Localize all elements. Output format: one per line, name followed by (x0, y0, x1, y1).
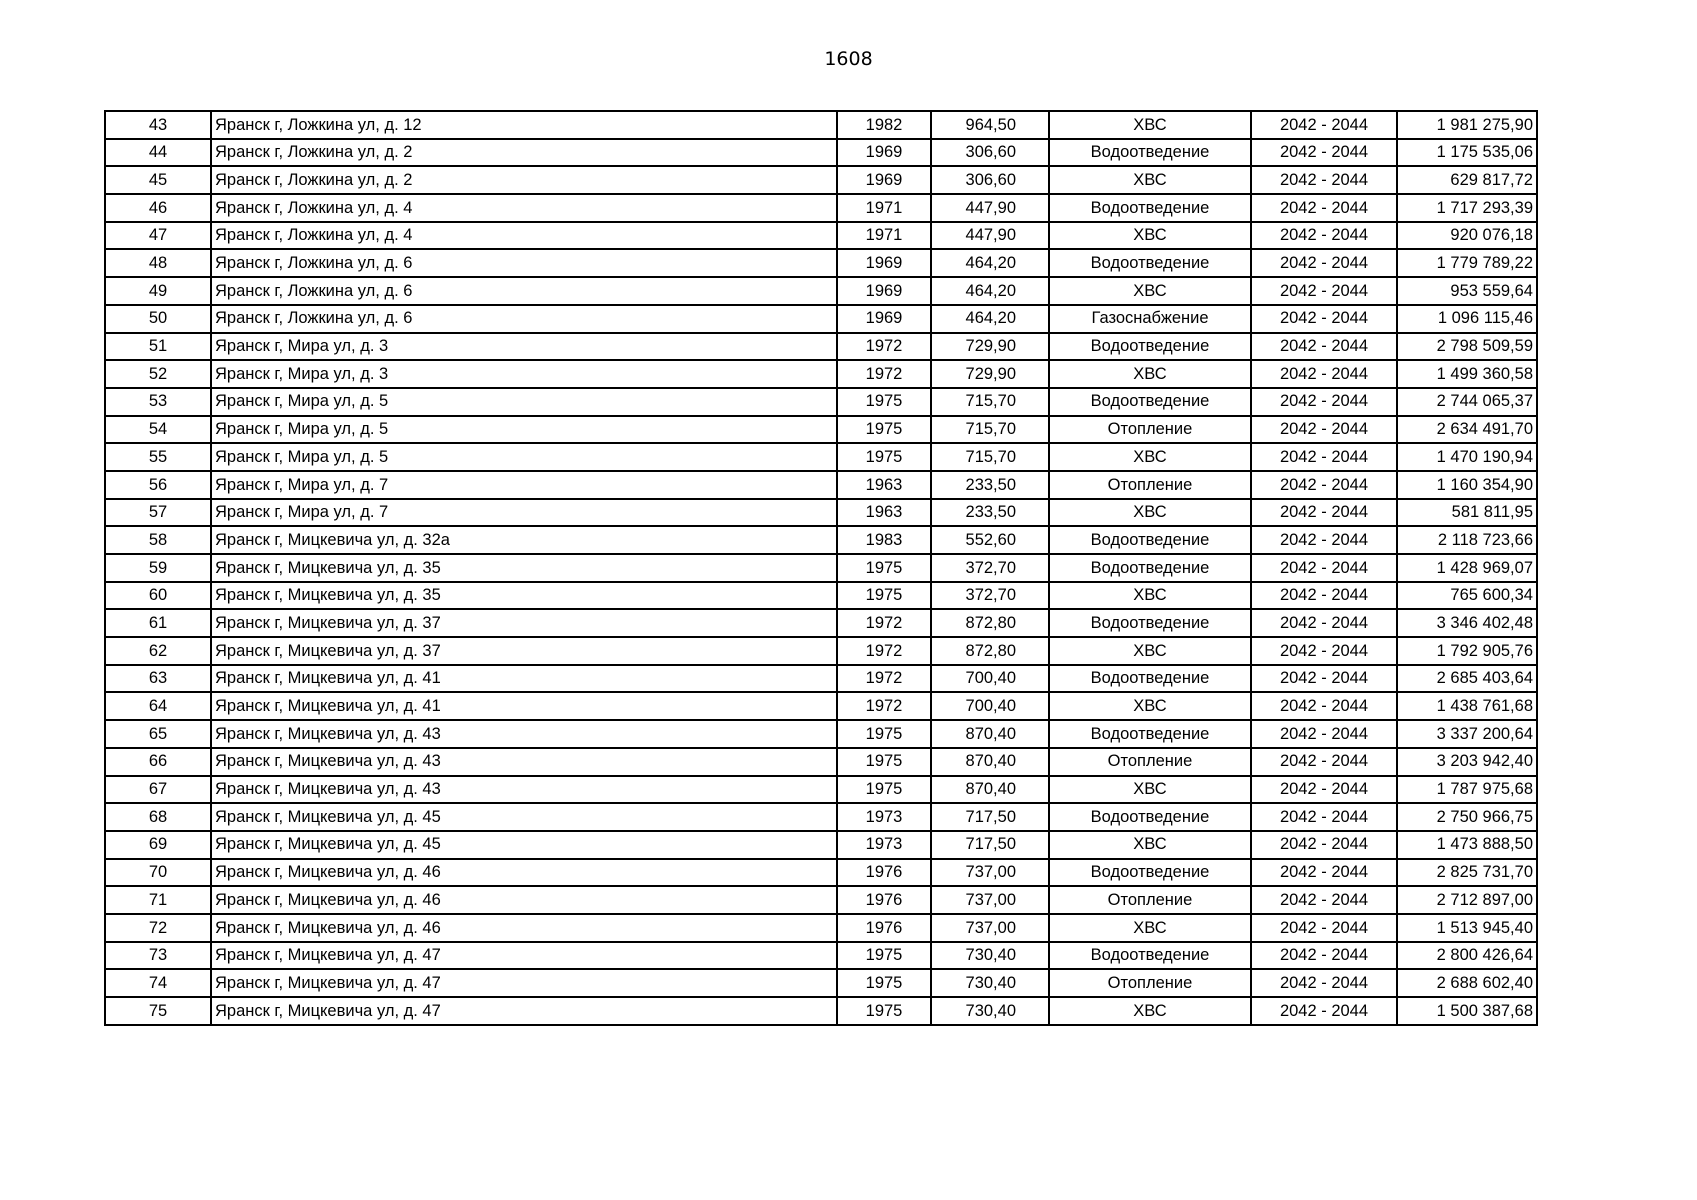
area-cell: 700,40 (931, 692, 1049, 720)
area-cell: 552,60 (931, 526, 1049, 554)
cost-cell: 953 559,64 (1397, 277, 1537, 305)
address-cell: Яранск г, Мицкевича ул, д. 35 (211, 582, 837, 610)
address-cell: Яранск г, Мицкевича ул, д. 47 (211, 969, 837, 997)
period-cell: 2042 - 2044 (1251, 582, 1397, 610)
work-type-cell: Газоснабжение (1049, 305, 1251, 333)
address-cell: Яранск г, Мира ул, д. 3 (211, 333, 837, 361)
work-type-cell: Водоотведение (1049, 333, 1251, 361)
address-cell: Яранск г, Мицкевича ул, д. 47 (211, 942, 837, 970)
cost-cell: 2 118 723,66 (1397, 526, 1537, 554)
area-cell: 872,80 (931, 609, 1049, 637)
year-cell: 1975 (837, 997, 931, 1025)
row-number-cell: 52 (105, 360, 211, 388)
area-cell: 717,50 (931, 803, 1049, 831)
year-cell: 1971 (837, 222, 931, 250)
area-cell: 730,40 (931, 969, 1049, 997)
period-cell: 2042 - 2044 (1251, 333, 1397, 361)
period-cell: 2042 - 2044 (1251, 776, 1397, 804)
page-number: 1608 (824, 48, 873, 70)
cost-cell: 2 750 966,75 (1397, 803, 1537, 831)
table-row (105, 831, 1537, 859)
area-cell: 737,00 (931, 859, 1049, 887)
period-cell: 2042 - 2044 (1251, 139, 1397, 167)
period-cell: 2042 - 2044 (1251, 859, 1397, 887)
year-cell: 1972 (837, 665, 931, 693)
work-type-cell: ХВС (1049, 499, 1251, 527)
area-cell: 870,40 (931, 776, 1049, 804)
data-table (104, 110, 1538, 1026)
period-cell: 2042 - 2044 (1251, 609, 1397, 637)
area-cell: 306,60 (931, 139, 1049, 167)
table-row (105, 942, 1537, 970)
period-cell: 2042 - 2044 (1251, 526, 1397, 554)
cost-cell: 1 513 945,40 (1397, 914, 1537, 942)
area-cell: 737,00 (931, 886, 1049, 914)
year-cell: 1972 (837, 360, 931, 388)
period-cell: 2042 - 2044 (1251, 748, 1397, 776)
table-row (105, 499, 1537, 527)
period-cell: 2042 - 2044 (1251, 249, 1397, 277)
work-type-cell: Водоотведение (1049, 526, 1251, 554)
address-cell: Яранск г, Мицкевича ул, д. 45 (211, 831, 837, 859)
area-cell: 715,70 (931, 388, 1049, 416)
period-cell: 2042 - 2044 (1251, 720, 1397, 748)
address-cell: Яранск г, Мицкевича ул, д. 37 (211, 609, 837, 637)
year-cell: 1973 (837, 803, 931, 831)
row-number-cell: 59 (105, 554, 211, 582)
work-type-cell: Водоотведение (1049, 249, 1251, 277)
cost-cell: 3 203 942,40 (1397, 748, 1537, 776)
address-cell: Яранск г, Мицкевича ул, д. 41 (211, 692, 837, 720)
cost-cell: 1 428 969,07 (1397, 554, 1537, 582)
table-row (105, 305, 1537, 333)
table-row (105, 969, 1537, 997)
work-type-cell: Водоотведение (1049, 609, 1251, 637)
work-type-cell: Отопление (1049, 748, 1251, 776)
row-number-cell: 72 (105, 914, 211, 942)
period-cell: 2042 - 2044 (1251, 914, 1397, 942)
year-cell: 1972 (837, 609, 931, 637)
area-cell: 464,20 (931, 305, 1049, 333)
cost-cell: 2 685 403,64 (1397, 665, 1537, 693)
row-number-cell: 50 (105, 305, 211, 333)
row-number-cell: 63 (105, 665, 211, 693)
row-number-cell: 49 (105, 277, 211, 305)
work-type-cell: Водоотведение (1049, 139, 1251, 167)
year-cell: 1963 (837, 471, 931, 499)
cost-cell: 2 744 065,37 (1397, 388, 1537, 416)
work-type-cell: ХВС (1049, 637, 1251, 665)
cost-cell: 1 787 975,68 (1397, 776, 1537, 804)
area-cell: 700,40 (931, 665, 1049, 693)
cost-cell: 2 688 602,40 (1397, 969, 1537, 997)
work-type-cell: Водоотведение (1049, 388, 1251, 416)
address-cell: Яранск г, Мицкевича ул, д. 43 (211, 748, 837, 776)
address-cell: Яранск г, Мира ул, д. 5 (211, 443, 837, 471)
area-cell: 729,90 (931, 360, 1049, 388)
row-number-cell: 60 (105, 582, 211, 610)
period-cell: 2042 - 2044 (1251, 803, 1397, 831)
row-number-cell: 53 (105, 388, 211, 416)
row-number-cell: 68 (105, 803, 211, 831)
cost-cell: 2 634 491,70 (1397, 416, 1537, 444)
work-type-cell: ХВС (1049, 997, 1251, 1025)
address-cell: Яранск г, Мицкевича ул, д. 35 (211, 554, 837, 582)
period-cell: 2042 - 2044 (1251, 360, 1397, 388)
area-cell: 870,40 (931, 748, 1049, 776)
area-cell: 715,70 (931, 416, 1049, 444)
table-row (105, 886, 1537, 914)
work-type-cell: Водоотведение (1049, 720, 1251, 748)
period-cell: 2042 - 2044 (1251, 997, 1397, 1025)
period-cell: 2042 - 2044 (1251, 277, 1397, 305)
year-cell: 1963 (837, 499, 931, 527)
row-number-cell: 58 (105, 526, 211, 554)
table-row (105, 554, 1537, 582)
area-cell: 233,50 (931, 499, 1049, 527)
year-cell: 1973 (837, 831, 931, 859)
address-cell: Яранск г, Мира ул, д. 7 (211, 499, 837, 527)
area-cell: 372,70 (931, 554, 1049, 582)
row-number-cell: 65 (105, 720, 211, 748)
address-cell: Яранск г, Мицкевича ул, д. 45 (211, 803, 837, 831)
table-row (105, 748, 1537, 776)
period-cell: 2042 - 2044 (1251, 416, 1397, 444)
year-cell: 1972 (837, 692, 931, 720)
row-number-cell: 47 (105, 222, 211, 250)
row-number-cell: 67 (105, 776, 211, 804)
table-row (105, 388, 1537, 416)
table-row (105, 443, 1537, 471)
year-cell: 1969 (837, 277, 931, 305)
cost-cell: 629 817,72 (1397, 166, 1537, 194)
table-row (105, 997, 1537, 1025)
period-cell: 2042 - 2044 (1251, 305, 1397, 333)
period-cell: 2042 - 2044 (1251, 942, 1397, 970)
period-cell: 2042 - 2044 (1251, 637, 1397, 665)
area-cell: 306,60 (931, 166, 1049, 194)
cost-cell: 1 470 190,94 (1397, 443, 1537, 471)
cost-cell: 1 779 789,22 (1397, 249, 1537, 277)
row-number-cell: 64 (105, 692, 211, 720)
table-row (105, 249, 1537, 277)
period-cell: 2042 - 2044 (1251, 692, 1397, 720)
table-row (105, 194, 1537, 222)
address-cell: Яранск г, Ложкина ул, д. 6 (211, 249, 837, 277)
table-row (105, 277, 1537, 305)
work-type-cell: ХВС (1049, 914, 1251, 942)
year-cell: 1975 (837, 554, 931, 582)
table-row (105, 166, 1537, 194)
table-row (105, 914, 1537, 942)
work-type-cell: ХВС (1049, 582, 1251, 610)
cost-cell: 2 798 509,59 (1397, 333, 1537, 361)
table-row (105, 609, 1537, 637)
area-cell: 870,40 (931, 720, 1049, 748)
year-cell: 1976 (837, 886, 931, 914)
work-type-cell: ХВС (1049, 111, 1251, 139)
address-cell: Яранск г, Мицкевича ул, д. 43 (211, 720, 837, 748)
work-type-cell: ХВС (1049, 776, 1251, 804)
table-row (105, 526, 1537, 554)
area-cell: 464,20 (931, 277, 1049, 305)
period-cell: 2042 - 2044 (1251, 665, 1397, 693)
address-cell: Яранск г, Мицкевича ул, д. 46 (211, 886, 837, 914)
table-row (105, 859, 1537, 887)
row-number-cell: 51 (105, 333, 211, 361)
area-cell: 717,50 (931, 831, 1049, 859)
row-number-cell: 66 (105, 748, 211, 776)
work-type-cell: Отопление (1049, 416, 1251, 444)
area-cell: 730,40 (931, 997, 1049, 1025)
work-type-cell: ХВС (1049, 222, 1251, 250)
table-row (105, 665, 1537, 693)
cost-cell: 920 076,18 (1397, 222, 1537, 250)
address-cell: Яранск г, Ложкина ул, д. 12 (211, 111, 837, 139)
year-cell: 1969 (837, 139, 931, 167)
area-cell: 447,90 (931, 222, 1049, 250)
table-body (105, 111, 1537, 1025)
row-number-cell: 48 (105, 249, 211, 277)
work-type-cell: ХВС (1049, 831, 1251, 859)
address-cell: Яранск г, Ложкина ул, д. 2 (211, 139, 837, 167)
cost-cell: 2 825 731,70 (1397, 859, 1537, 887)
period-cell: 2042 - 2044 (1251, 194, 1397, 222)
year-cell: 1982 (837, 111, 931, 139)
address-cell: Яранск г, Мира ул, д. 7 (211, 471, 837, 499)
address-cell: Яранск г, Мира ул, д. 5 (211, 416, 837, 444)
year-cell: 1975 (837, 776, 931, 804)
table-row (105, 222, 1537, 250)
row-number-cell: 57 (105, 499, 211, 527)
row-number-cell: 62 (105, 637, 211, 665)
period-cell: 2042 - 2044 (1251, 166, 1397, 194)
table-row (105, 139, 1537, 167)
year-cell: 1983 (837, 526, 931, 554)
year-cell: 1975 (837, 388, 931, 416)
year-cell: 1975 (837, 582, 931, 610)
year-cell: 1972 (837, 333, 931, 361)
period-cell: 2042 - 2044 (1251, 222, 1397, 250)
cost-cell: 1 499 360,58 (1397, 360, 1537, 388)
row-number-cell: 69 (105, 831, 211, 859)
table-row (105, 692, 1537, 720)
year-cell: 1975 (837, 969, 931, 997)
table-row (105, 582, 1537, 610)
work-type-cell: Отопление (1049, 471, 1251, 499)
area-cell: 737,00 (931, 914, 1049, 942)
year-cell: 1969 (837, 305, 931, 333)
year-cell: 1969 (837, 166, 931, 194)
work-type-cell: ХВС (1049, 360, 1251, 388)
cost-cell: 3 346 402,48 (1397, 609, 1537, 637)
work-type-cell: ХВС (1049, 277, 1251, 305)
row-number-cell: 71 (105, 886, 211, 914)
work-type-cell: Водоотведение (1049, 665, 1251, 693)
year-cell: 1971 (837, 194, 931, 222)
area-cell: 715,70 (931, 443, 1049, 471)
period-cell: 2042 - 2044 (1251, 111, 1397, 139)
period-cell: 2042 - 2044 (1251, 554, 1397, 582)
cost-cell: 1 096 115,46 (1397, 305, 1537, 333)
area-cell: 447,90 (931, 194, 1049, 222)
table-row (105, 803, 1537, 831)
area-cell: 372,70 (931, 582, 1049, 610)
area-cell: 729,90 (931, 333, 1049, 361)
year-cell: 1976 (837, 859, 931, 887)
row-number-cell: 44 (105, 139, 211, 167)
cost-cell: 2 800 426,64 (1397, 942, 1537, 970)
table-row (105, 111, 1537, 139)
work-type-cell: ХВС (1049, 443, 1251, 471)
table-row (105, 637, 1537, 665)
table-row (105, 471, 1537, 499)
year-cell: 1975 (837, 720, 931, 748)
cost-cell: 1 175 535,06 (1397, 139, 1537, 167)
address-cell: Яранск г, Мира ул, д. 5 (211, 388, 837, 416)
address-cell: Яранск г, Ложкина ул, д. 6 (211, 277, 837, 305)
row-number-cell: 73 (105, 942, 211, 970)
work-type-cell: Водоотведение (1049, 942, 1251, 970)
work-type-cell: Водоотведение (1049, 194, 1251, 222)
row-number-cell: 43 (105, 111, 211, 139)
work-type-cell: ХВС (1049, 166, 1251, 194)
work-type-cell: ХВС (1049, 692, 1251, 720)
cost-cell: 1 717 293,39 (1397, 194, 1537, 222)
area-cell: 233,50 (931, 471, 1049, 499)
period-cell: 2042 - 2044 (1251, 443, 1397, 471)
address-cell: Яранск г, Мицкевича ул, д. 32а (211, 526, 837, 554)
work-type-cell: Водоотведение (1049, 803, 1251, 831)
row-number-cell: 56 (105, 471, 211, 499)
address-cell: Яранск г, Мицкевича ул, д. 37 (211, 637, 837, 665)
table-row (105, 333, 1537, 361)
year-cell: 1976 (837, 914, 931, 942)
table-row (105, 720, 1537, 748)
period-cell: 2042 - 2044 (1251, 831, 1397, 859)
cost-cell: 1 792 905,76 (1397, 637, 1537, 665)
row-number-cell: 46 (105, 194, 211, 222)
address-cell: Яранск г, Ложкина ул, д. 6 (211, 305, 837, 333)
cost-cell: 1 438 761,68 (1397, 692, 1537, 720)
work-type-cell: Отопление (1049, 886, 1251, 914)
year-cell: 1969 (837, 249, 931, 277)
address-cell: Яранск г, Ложкина ул, д. 2 (211, 166, 837, 194)
row-number-cell: 70 (105, 859, 211, 887)
table-row (105, 776, 1537, 804)
address-cell: Яранск г, Ложкина ул, д. 4 (211, 222, 837, 250)
address-cell: Яранск г, Мицкевича ул, д. 46 (211, 914, 837, 942)
period-cell: 2042 - 2044 (1251, 886, 1397, 914)
address-cell: Яранск г, Мицкевича ул, д. 41 (211, 665, 837, 693)
area-cell: 872,80 (931, 637, 1049, 665)
work-type-cell: Отопление (1049, 969, 1251, 997)
period-cell: 2042 - 2044 (1251, 969, 1397, 997)
year-cell: 1975 (837, 416, 931, 444)
row-number-cell: 55 (105, 443, 211, 471)
cost-cell: 1 473 888,50 (1397, 831, 1537, 859)
cost-cell: 1 981 275,90 (1397, 111, 1537, 139)
row-number-cell: 45 (105, 166, 211, 194)
cost-cell: 3 337 200,64 (1397, 720, 1537, 748)
year-cell: 1972 (837, 637, 931, 665)
address-cell: Яранск г, Мира ул, д. 3 (211, 360, 837, 388)
work-type-cell: Водоотведение (1049, 859, 1251, 887)
period-cell: 2042 - 2044 (1251, 499, 1397, 527)
row-number-cell: 61 (105, 609, 211, 637)
row-number-cell: 54 (105, 416, 211, 444)
table-row (105, 360, 1537, 388)
work-type-cell: Водоотведение (1049, 554, 1251, 582)
cost-cell: 581 811,95 (1397, 499, 1537, 527)
period-cell: 2042 - 2044 (1251, 388, 1397, 416)
row-number-cell: 74 (105, 969, 211, 997)
area-cell: 730,40 (931, 942, 1049, 970)
table-row (105, 416, 1537, 444)
cost-cell: 1 160 354,90 (1397, 471, 1537, 499)
period-cell: 2042 - 2044 (1251, 471, 1397, 499)
area-cell: 964,50 (931, 111, 1049, 139)
year-cell: 1975 (837, 942, 931, 970)
cost-cell: 765 600,34 (1397, 582, 1537, 610)
address-cell: Яранск г, Мицкевича ул, д. 46 (211, 859, 837, 887)
address-cell: Яранск г, Ложкина ул, д. 4 (211, 194, 837, 222)
cost-cell: 1 500 387,68 (1397, 997, 1537, 1025)
area-cell: 464,20 (931, 249, 1049, 277)
cost-cell: 2 712 897,00 (1397, 886, 1537, 914)
year-cell: 1975 (837, 748, 931, 776)
address-cell: Яранск г, Мицкевича ул, д. 47 (211, 997, 837, 1025)
year-cell: 1975 (837, 443, 931, 471)
row-number-cell: 75 (105, 997, 211, 1025)
address-cell: Яранск г, Мицкевича ул, д. 43 (211, 776, 837, 804)
